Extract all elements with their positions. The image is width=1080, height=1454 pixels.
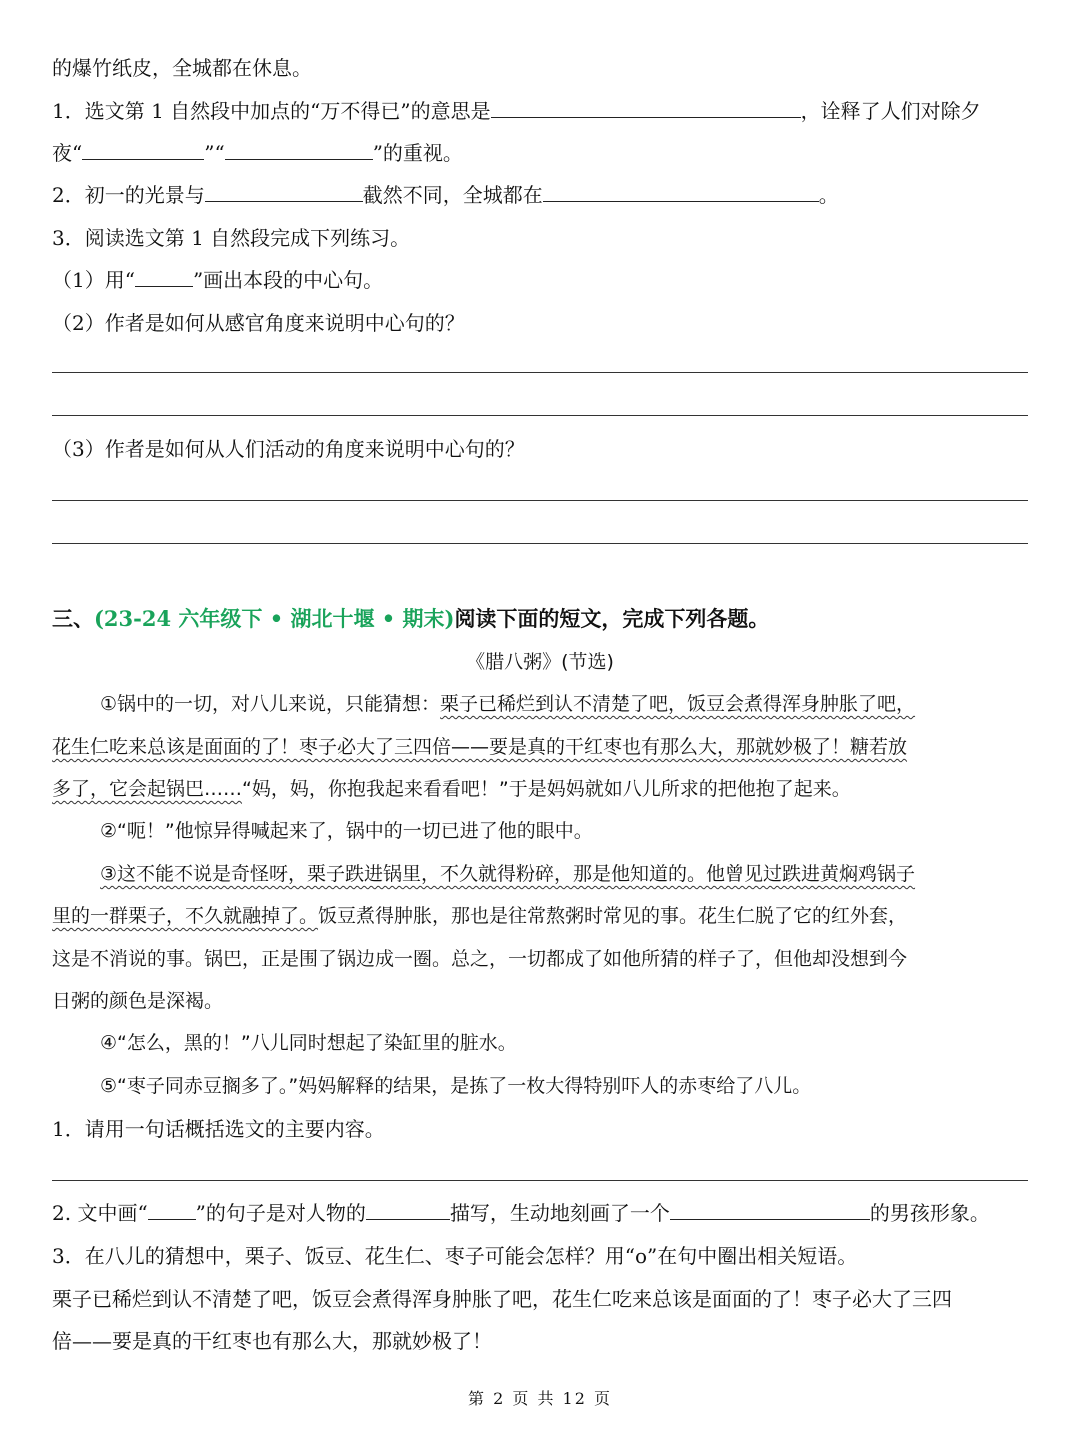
sub-1-text-a: （1）用“ xyxy=(52,268,135,292)
question-3-sub-3: （3）作者是如何从人们活动的角度来说明中心句的？ xyxy=(52,437,525,461)
p1-wavy-text-2: 花生仁吃来总该是面面的了！枣子必大了三四倍——要是真的干红枣也有那么大，那就妙极了！糖若放 xyxy=(52,736,908,758)
question-2-text-b: 截然不同，全城都在 xyxy=(362,183,543,207)
continued-text: 的爆竹纸皮，全城都在休息。 xyxy=(52,56,312,80)
passage-p3-line-1 xyxy=(100,860,915,888)
p1-text: ①锅中的一切，对八儿来说，只能猜想： xyxy=(100,693,441,715)
s3-q2-text-b: ”的句子是对人物的 xyxy=(195,1201,366,1225)
answer-blank-description[interactable] xyxy=(366,1199,450,1220)
answer-line-s3-q1[interactable] xyxy=(52,1180,1028,1181)
answer-line-sub-3-a[interactable] xyxy=(52,500,1028,501)
answer-blank-meaning[interactable] xyxy=(491,97,801,118)
passage-p3-line-2 xyxy=(52,902,907,930)
p1-wavy-text: 栗子已稀烂到认不清楚了吧，饭豆会煮得浑身肿胀了吧， xyxy=(440,693,916,715)
s3-question-3-text-1: 栗子已稀烂到认不清楚了吧，饭豆会煮得浑身肿胀了吧，花生仁吃来总该是面面的了！枣子必大了三四 xyxy=(52,1287,952,1311)
passage-p3-line-3: 这是不消说的事。锅巴，正是围了锅边成一圈。总之，一切都成了如他所猜的样子了，但他却没想到今 xyxy=(52,948,908,970)
passage-p1-line-2 xyxy=(52,733,907,761)
section-source: (23-24 六年级下 • 湖北十堰 • 期末) xyxy=(94,606,455,631)
question-2-text-a: 2．初一的光景与 xyxy=(52,183,205,207)
question-1-text-b: ，诠释了人们对除夕 xyxy=(800,99,981,123)
question-1-text-a: 1．选文第 1 自然段中加点的“万不得已”的意思是 xyxy=(52,99,491,123)
passage-p5: ⑤“枣子同赤豆搁多了。”妈妈解释的结果，是拣了一枚大得特别吓人的赤枣给了八儿。 xyxy=(100,1075,812,1097)
s3-question-2 xyxy=(52,1199,990,1227)
question-2-text-c: 。 xyxy=(818,183,839,207)
s3-q2-text-d: 的男孩形象。 xyxy=(869,1201,990,1225)
s3-question-1: 1．请用一句话概括选文的主要内容。 xyxy=(52,1117,385,1141)
passage-p1-line-3 xyxy=(52,775,851,803)
underline-sample-2 xyxy=(148,1199,196,1220)
section-number: 三、 xyxy=(52,606,94,631)
p3-wavy-text-1: ③这不能不说是奇怪呀，栗子跌进锅里，不久就得粉碎，那是他知道的。他曾见过跌进黄焖鸡锅子 xyxy=(100,863,916,885)
passage-p2: ②“呃！”他惊异得喊起来了，锅中的一切已进了他的眼中。 xyxy=(100,820,593,842)
question-2-line xyxy=(52,181,839,209)
section-3-heading xyxy=(52,605,769,633)
section-instruction: 阅读下面的短文，完成下列各题。 xyxy=(454,606,770,631)
answer-blank-city[interactable] xyxy=(543,181,819,202)
question-3-title: 3．阅读选文第 1 自然段完成下列练习。 xyxy=(52,226,411,250)
question-3-sub-2: （2）作者是如何从感官角度来说明中心句的？ xyxy=(52,311,465,335)
answer-line-sub-3-b[interactable] xyxy=(52,543,1028,544)
page-footer: 第 2 页 共 12 页 xyxy=(468,1389,612,1408)
s3-q2-text-a: 2. 文中画“ xyxy=(52,1201,148,1225)
sub-1-text-b: ”画出本段的中心句。 xyxy=(192,268,384,292)
answer-blank-eve-1[interactable] xyxy=(82,139,204,160)
passage-p4: ④“怎么，黑的！”八儿同时想起了染缸里的脏水。 xyxy=(100,1032,517,1054)
underline-sample xyxy=(135,266,193,287)
answer-line-sub-2-a[interactable] xyxy=(52,372,1028,373)
p3-wavy-text-2: 里的一群栗子，不久就融掉了。 xyxy=(52,905,319,927)
question-1-text-c: 夜“ xyxy=(52,141,83,165)
p1-text-3: “妈，妈，你抱我起来看看吧！”于是妈妈就如八儿所求的把他抱了起来。 xyxy=(242,778,851,800)
s3-question-3: 3．在八儿的猜想中，栗子、饭豆、花生仁、枣子可能会怎样？用“o”在句中圈出相关短语。 xyxy=(52,1244,858,1268)
passage-title: 《腊八粥》(节选) xyxy=(466,651,614,673)
answer-blank-contrast[interactable] xyxy=(205,181,363,202)
p1-wavy-text-3: 多了，它会起锅巴…… xyxy=(52,778,243,800)
question-1-line-1 xyxy=(52,97,981,125)
s3-question-3-text-2: 倍——要是真的干红枣也有那么大，那就妙极了！ xyxy=(52,1329,492,1353)
question-1-line-2 xyxy=(52,139,463,167)
answer-blank-image[interactable] xyxy=(670,1199,870,1220)
answer-blank-eve-2[interactable] xyxy=(225,139,373,160)
p3-text-2: 饭豆煮得肿胀，那也是往常熬粥时常见的事。花生仁脱了它的红外套， xyxy=(318,905,908,927)
answer-line-sub-2-b[interactable] xyxy=(52,415,1028,416)
question-1-text-e: ”的重视。 xyxy=(372,141,463,165)
passage-p3-line-4: 日粥的颜色是深褐。 xyxy=(52,990,224,1012)
question-1-text-d: ”“ xyxy=(204,141,225,165)
s3-q2-text-c: 描写，生动地刻画了一个 xyxy=(449,1201,670,1225)
question-3-sub-1 xyxy=(52,266,383,294)
passage-p1-line-1 xyxy=(100,690,915,718)
